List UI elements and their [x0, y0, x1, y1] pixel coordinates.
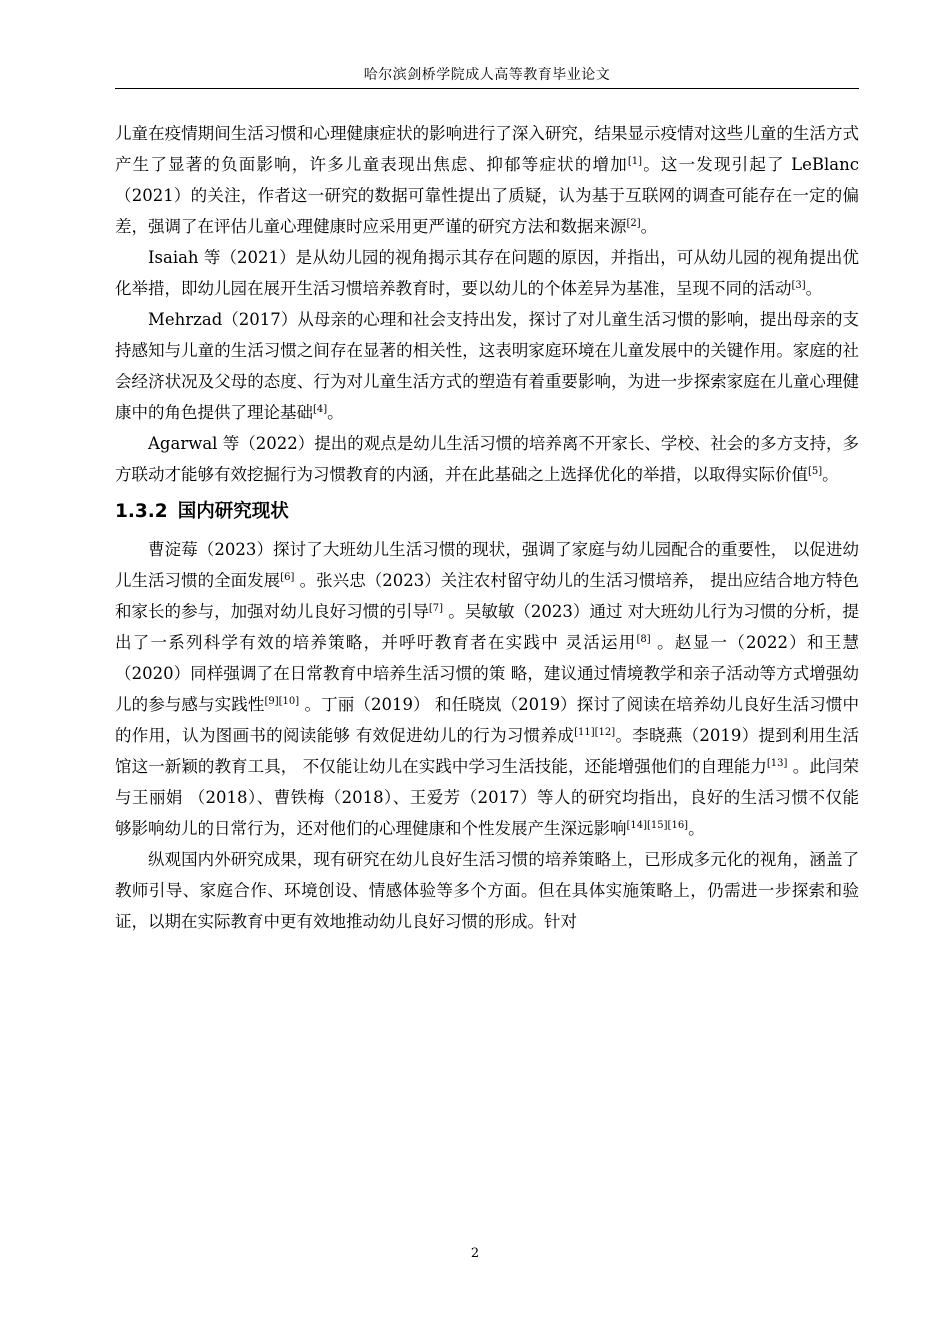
- paragraph-text: 。吴敏敏（2023）通过 对大班幼儿行为习惯的分析，提出了一系列科学有效的培养策略，并呼吁教育者在实践中 灵活运用: [115, 602, 859, 652]
- paragraph-text: 。: [327, 403, 344, 422]
- paragraph-text: 。这一发现引起了 LeBlanc（2021）的关注，作者这一研究的数据可靠性提出了质疑，认为基于互联网的调查可能存在一定的偏差，强调了在评估儿童心理健康时应采用更严谨的研究方法和数据来源: [115, 155, 859, 236]
- paragraph-text: 。: [688, 819, 705, 838]
- paragraph-text: Agarwal 等（2022）提出的观点是幼儿生活习惯的培养离不开家长、学校、社会的多方支持，多方联动才能够有效挖掘行为习惯教育的内涵，并在此基础之上选择优化的举措，以取得实际价值: [115, 434, 859, 484]
- section-number: 1.3.2: [115, 501, 168, 522]
- citation: [9][10]: [264, 696, 300, 707]
- paragraph-text: Isaiah 等（2021）是从幼儿园的视角揭示其存在问题的原因，并指出，可从幼儿园的视角提出优化举措，即幼儿园在展开生活习惯培养教育时，要以幼儿的个体差异为基准，呈现不同的活动: [115, 248, 859, 298]
- section-title: 国内研究现状: [177, 501, 289, 522]
- paragraph: [115, 242, 859, 304]
- citation: [1]: [627, 156, 643, 167]
- citation: [8]: [636, 634, 651, 645]
- citation: [6]: [280, 572, 295, 583]
- paragraph-text: 。赵显一（2022）和王慧（2020）同样强调了在日常教育中培养生活习惯的策 略，建议通过情境教学和亲子活动等方式增强幼儿的参与感与实践性: [115, 633, 859, 714]
- paragraph: [115, 304, 859, 428]
- citation: [2]: [626, 218, 641, 229]
- document-body: [115, 118, 859, 937]
- paragraph-text: 曹淀莓（2023）探讨了大班幼儿生活习惯的现状，强调了家庭与幼儿园配合的重要性， 以促进幼儿生活习惯的全面发展: [115, 540, 859, 590]
- paragraph-text: 。: [640, 217, 658, 236]
- paragraph-text: 。: [822, 465, 839, 484]
- citation: [7]: [428, 603, 444, 614]
- paragraph-text: 儿童在疫情期间生活习惯和心理健康症状的影响进行了深入研究，结果显示疫情对这些儿童的生活方式产生了显著的负面影响，许多儿童表现出焦虑、抑郁等症状的增加: [115, 124, 859, 174]
- citation: [4]: [313, 404, 328, 415]
- paragraph-text: 。张兴忠（2023）关注农村留守幼儿的生活习惯培养， 提出应结合地方特色和家长的参与，加强对幼儿良好习惯的引导: [115, 571, 860, 621]
- paragraph: 纵观国内外研究成果，现有研究在幼儿良好生活习惯的培养策略上，已形成多元化的视角，涵盖了教师引导、家庭合作、环境创设、情感体验等多个方面。但在具体实施策略上，仍需进一步探索和验证，以期在实际教育中更有效地推动幼儿良好习惯的形成。针对: [115, 850, 859, 931]
- running-header: 哈尔滨剑桥学院成人高等教育毕业论文: [363, 67, 611, 83]
- citation: [3]: [791, 280, 806, 291]
- paragraph-text: 。李晓燕（2019）提到利用生活馆这一新颖的教育工具， 不仅能让幼儿在实践中学习生活技能，还能增强他们的自理能力: [115, 726, 859, 776]
- paragraph: [115, 428, 859, 490]
- paragraph-text: 。丁丽（2019） 和任晓岚（2019）探讨了阅读在培养幼儿良好生活习惯中的作用，认为图画书的阅读能够 有效促进幼儿的行为习惯养成: [115, 695, 860, 745]
- paragraph-text: Mehrzad（2017）从母亲的心理和社会支持出发，探讨了对儿童生活习惯的影响，提出母亲的支持感知与儿童的生活习惯之间存在显著的相关性，这表明家庭环境在儿童发展中的关键作用。家庭的社会经济状况及父母的态度、行为对儿童生活方式的塑造有着重要影响，为进一步探索家庭在儿童心理健康中的角色提供了理论基础: [115, 310, 859, 422]
- citation: [5]: [808, 466, 823, 477]
- page-number: 2: [470, 1246, 480, 1261]
- paragraph: [115, 534, 859, 844]
- paragraph-text: 。此闫荣与王丽娟 （2018）、曹铁梅（2018）、王爱芳（2017）等人的研究均指出，良好的生活习惯不仅能 够影响幼儿的日常行为，还对他们的心理健康和个性发展产生深远影响: [115, 757, 859, 838]
- paragraph: [115, 118, 859, 242]
- citation: [14][15][16]: [626, 820, 689, 831]
- header-rule: [115, 88, 859, 89]
- citation: [11][12]: [574, 727, 616, 738]
- citation: [13]: [766, 758, 788, 769]
- paragraph-text: 。: [805, 279, 823, 298]
- section-heading: [115, 490, 859, 534]
